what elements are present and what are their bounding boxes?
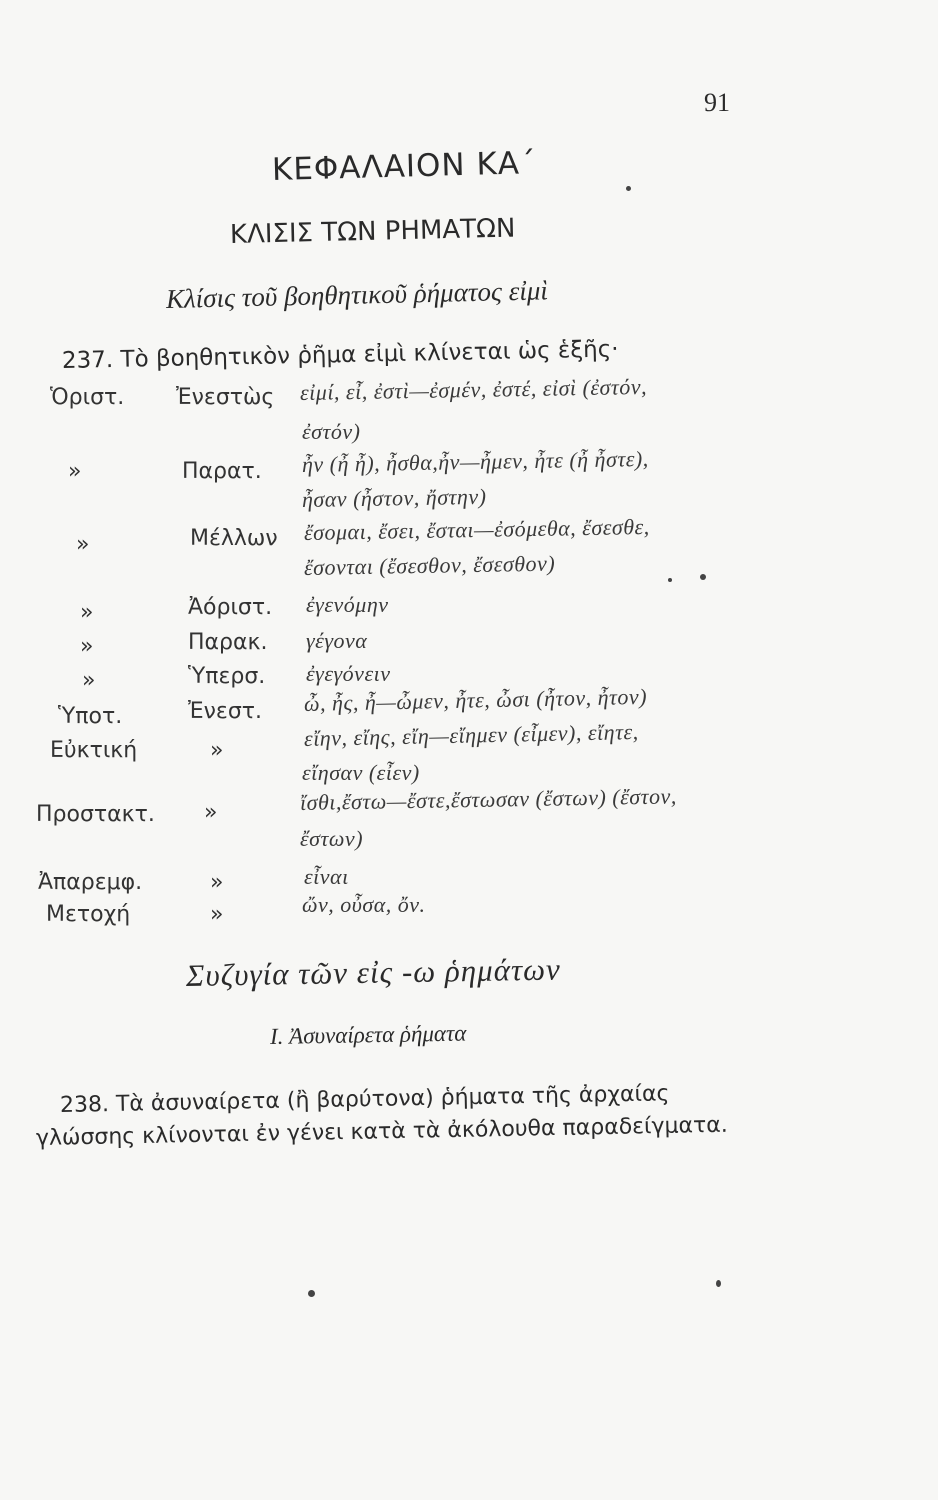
mood-label: Ὑποτ. — [58, 704, 123, 729]
verb-forms: γέγονα — [306, 628, 368, 653]
verb-forms: ἴσθι,ἔστω—ἔστε,ἔστωσαν (ἔστων) (ἔστον, — [299, 783, 677, 815]
ditto-mark: » — [210, 870, 224, 895]
chapter-title: ΚΕΦΑΛΑΙΟΝ ΚΑ΄ — [271, 145, 537, 188]
verb-forms-continued: ἦσαν (ἦστον, ἤστην) — [301, 483, 487, 512]
print-speck — [308, 1290, 315, 1297]
ditto-mark: » — [82, 668, 96, 693]
mood-label: Ἀπαρεμφ. — [38, 870, 143, 895]
ditto-mark: » — [204, 800, 218, 825]
mood-label: Προστακτ. — [36, 802, 155, 827]
verb-forms: ἐγεγόνειν — [306, 661, 391, 686]
verb-forms-continued: ἔστων) — [300, 826, 364, 851]
paragraph-238-line: γλώσσης κλίνονται ἐν γένει κατὰ τὰ ἀκόλουθα παραδείγματα. — [35, 1112, 728, 1151]
ditto-mark: » — [76, 532, 90, 557]
paragraph-238-line: 238. Τὰ ἀσυναίρετα (ἢ βαρύτονα) ῥήματα τῆς ἀρχαίας — [59, 1081, 670, 1118]
page-number: 91 — [704, 88, 730, 117]
section-heading: Κλίσις τοῦ βοηθητικοῦ ῥήματος εἰμὶ — [165, 275, 549, 314]
chapter-subtitle: ΚΛΙΣΙΣ ΤΩΝ ΡΗΜΑΤΩΝ — [229, 213, 516, 250]
tense-label: Παρακ. — [188, 630, 268, 655]
verb-forms: εἰμί, εἶ, ἐστὶ—ἐσμέν, ἐστέ, εἰσὶ (ἐστόν, — [299, 373, 648, 405]
verb-forms-continued: ἔσονται (ἔσεσθον, ἔσεσθον) — [303, 550, 556, 580]
mood-label: Μετοχή — [46, 902, 131, 927]
section-heading: Συζυγία τῶν εἰς -ω ῥημάτων — [185, 951, 561, 993]
print-speck — [668, 578, 672, 582]
verb-forms: ὤν, οὖσα, ὄν. — [302, 892, 426, 917]
verb-forms-continued: ἐστόν) — [302, 419, 361, 444]
subsection-heading: I. Ἀσυναίρετα ῥήματα — [269, 1020, 467, 1049]
ditto-mark: » — [80, 600, 94, 625]
ditto-mark: » — [68, 459, 82, 484]
verb-forms: εἶναι — [304, 864, 349, 889]
print-speck — [700, 574, 706, 580]
tense-label: Ἀόριστ. — [188, 595, 273, 620]
ditto-mark: » — [210, 902, 224, 927]
verb-forms-continued: εἴησαν (εἶεν) — [302, 760, 420, 785]
tense-label: Μέλλων — [190, 526, 278, 551]
paragraph-237: 237. Τὸ βοηθητικὸν ῥῆμα εἰμὶ κλίνεται ὡς ἑξῆς· — [61, 336, 619, 374]
tense-label: Ἐνεστ. — [188, 699, 263, 724]
verb-forms: εἴην, εἴης, εἴη—εἴημεν (εἶμεν), εἴητε, — [303, 718, 639, 751]
verb-forms: ὦ, ἦς, ἦ—ὦμεν, ἦτε, ὦσι (ἦτον, ἦτον) — [303, 683, 648, 716]
mood-label: Ὁριστ. — [50, 385, 125, 410]
print-speck — [716, 1280, 721, 1287]
tense-label: Ὑπερσ. — [188, 664, 266, 689]
mood-label: Εὐκτική — [50, 738, 138, 763]
ditto-mark: » — [210, 738, 224, 763]
tense-label: Ἐνεστὼς — [176, 385, 275, 410]
verb-forms: ἦν (ἦ ἦ), ἦσθα,ἦν—ἦμεν, ἦτε (ἦ ἦστε), — [301, 445, 649, 477]
ditto-mark: » — [80, 634, 94, 659]
verb-forms: ἔσομαι, ἔσει, ἔσται—ἐσόμεθα, ἔσεσθε, — [303, 513, 650, 545]
tense-label: Παρατ. — [182, 459, 262, 484]
verb-forms: ἐγενόμην — [306, 592, 389, 617]
print-speck — [626, 186, 631, 191]
